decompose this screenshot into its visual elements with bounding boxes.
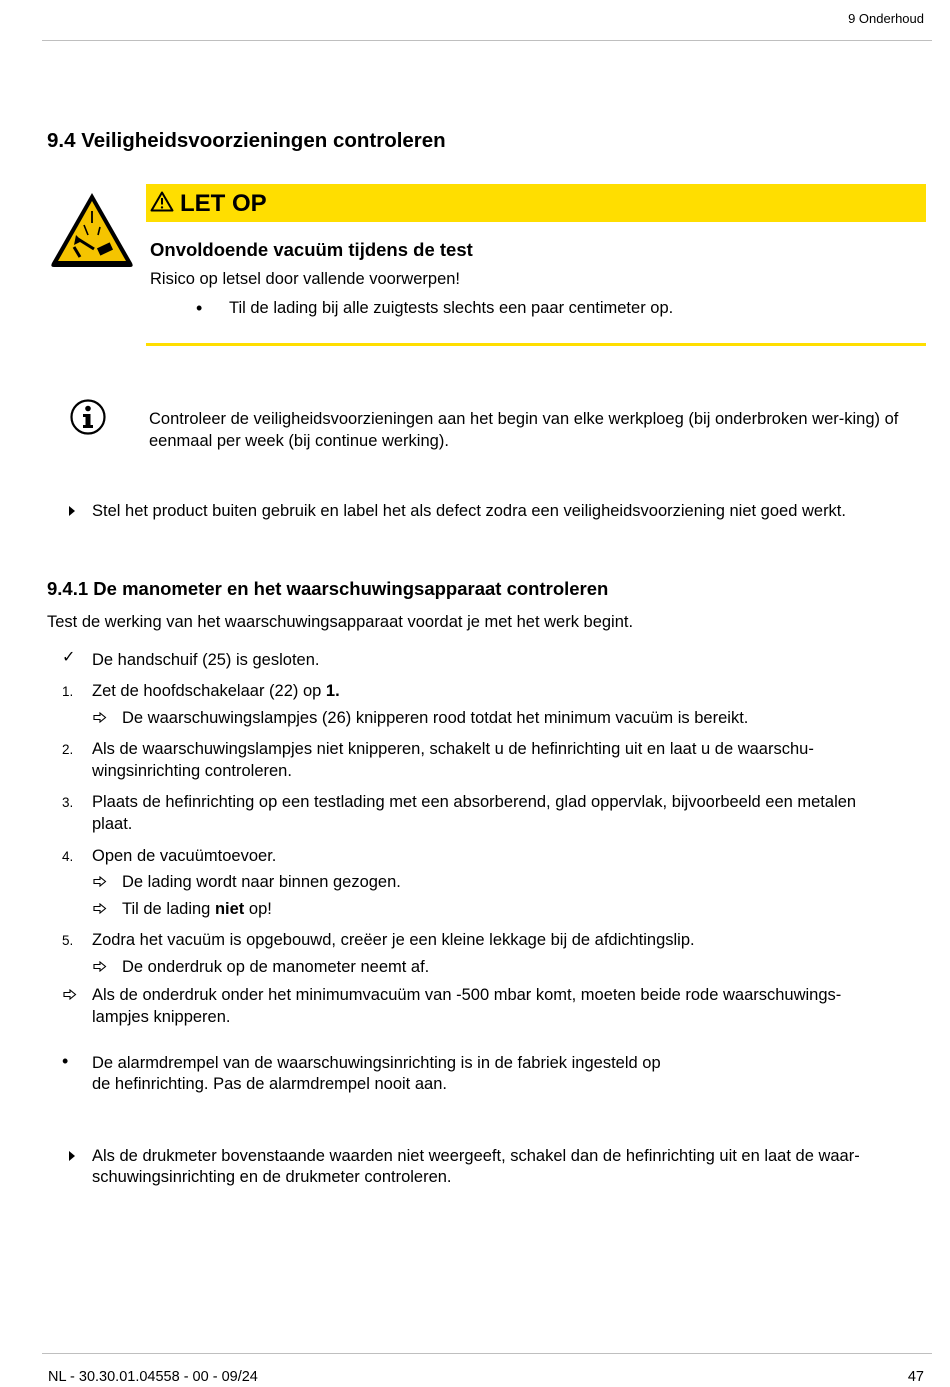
- step-number: 3.: [62, 795, 74, 810]
- warning-risk: Risico op letsel door vallende voorwerpen!: [150, 270, 461, 288]
- action-arrow-icon: [68, 505, 76, 517]
- warning-bottom-rule: [146, 343, 926, 346]
- page-number: 47: [907, 1369, 924, 1385]
- step-result-bold: niet: [214, 900, 245, 918]
- step-result: De lading wordt naar binnen gezogen.: [122, 873, 401, 891]
- action-instruction: Als de drukmeter bovenstaande waarden niet weergeeft, schakel dan de hefinrichting uit en laat de waar-: [92, 1147, 860, 1165]
- result-arrow-icon: [93, 961, 107, 972]
- info-text: Controleer de veiligheidsvoorzieningen aan het begin van elke werkploeg (bij onderbroken wer-king) of eenmaal per week (bij continue werking).: [149, 410, 899, 450]
- result-arrow-icon: [93, 903, 107, 914]
- section-title: 9.4 Veiligheidsvoorzieningen controleren: [47, 129, 446, 152]
- note-text: De alarmdrempel van de waarschuwingsinrichting is in de fabriek ingesteld op: [92, 1054, 661, 1072]
- result-arrow-icon: [93, 876, 107, 887]
- step-result-part: Til de lading: [122, 900, 211, 918]
- step-text-continued: plaat.: [92, 815, 133, 833]
- subsection-intro: Test de werking van het waarschuwingsapparaat voordat je met het werk begint.: [47, 613, 634, 631]
- warning-triangle-icon: [150, 191, 174, 212]
- bullet-dot: •: [196, 298, 203, 318]
- result-text-continued: lampjes knipperen.: [92, 1008, 231, 1026]
- step-result-part: op!: [248, 900, 272, 918]
- result-arrow-icon: [63, 989, 77, 1000]
- note-text-continued: de hefinrichting. Pas de alarmdrempel nooit aan.: [92, 1075, 447, 1093]
- precondition-text: De handschuif (25) is gesloten.: [92, 651, 320, 669]
- step-result: De waarschuwingslampjes (26) knipperen rood totdat het minimum vacuüm is bereikt.: [122, 709, 749, 727]
- document-id: NL - 30.30.01.04558 - 00 - 09/24: [48, 1369, 258, 1385]
- info-icon: [69, 398, 107, 436]
- step-number: 2.: [62, 742, 74, 757]
- warning-instruction: Til de lading bij alle zuigtests slechts een paar centimeter op.: [229, 299, 674, 317]
- step-number: 4.: [62, 849, 74, 864]
- action-instruction-continued: schuwingsinrichting en de drukmeter controleren.: [92, 1168, 452, 1186]
- warning-label: [150, 190, 267, 218]
- result-text: Als de onderdruk onder het minimumvacuüm van -500 mbar komt, moeten beide rode waarschuwings-: [92, 986, 842, 1004]
- step-number: 1.: [62, 684, 74, 699]
- bullet-dot: •: [62, 1051, 69, 1071]
- step-text: Zodra het vacuüm is opgebouwd, creëer je een kleine lekkage bij de afdichtingslip.: [92, 931, 695, 949]
- step-text: Open de vacuümtoevoer.: [92, 847, 277, 865]
- footer-divider: [42, 1353, 932, 1354]
- warning-subtitle: Onvoldoende vacuüm tijdens de test: [150, 239, 473, 260]
- falling-objects-warning-icon: [48, 189, 136, 269]
- step-number: 5.: [62, 933, 74, 948]
- step-text-bold: 1.: [325, 682, 340, 700]
- header-divider: [42, 40, 932, 41]
- subsection-title: 9.4.1 De manometer en het waarschuwingsapparaat controleren: [47, 578, 609, 599]
- action-instruction: Stel het product buiten gebruik en label het als defect zodra een veiligheidsvoorziening niet goed werkt.: [92, 502, 846, 520]
- step-text: [92, 680, 340, 702]
- chapter-header: 9 Onderhoud: [848, 11, 924, 26]
- step-text: Plaats de hefinrichting op een testlading met een absorberend, glad oppervlak, bijvoorbeeld een metalen: [92, 793, 857, 811]
- step-result: [122, 898, 272, 920]
- step-result: De onderdruk op de manometer neemt af.: [122, 958, 430, 976]
- action-arrow-icon: [68, 1150, 76, 1162]
- step-text: Als de waarschuwingslampjes niet knipperen, schakelt u de hefinrichting uit en laat u de waarschu-: [92, 740, 814, 758]
- warning-label-text: LET OP: [180, 190, 267, 217]
- step-text-part: Zet de hoofdschakelaar (22) op: [92, 682, 322, 700]
- result-arrow-icon: [93, 712, 107, 723]
- check-icon: ✓: [62, 649, 76, 666]
- step-text-continued: wingsinrichting controleren.: [92, 762, 292, 780]
